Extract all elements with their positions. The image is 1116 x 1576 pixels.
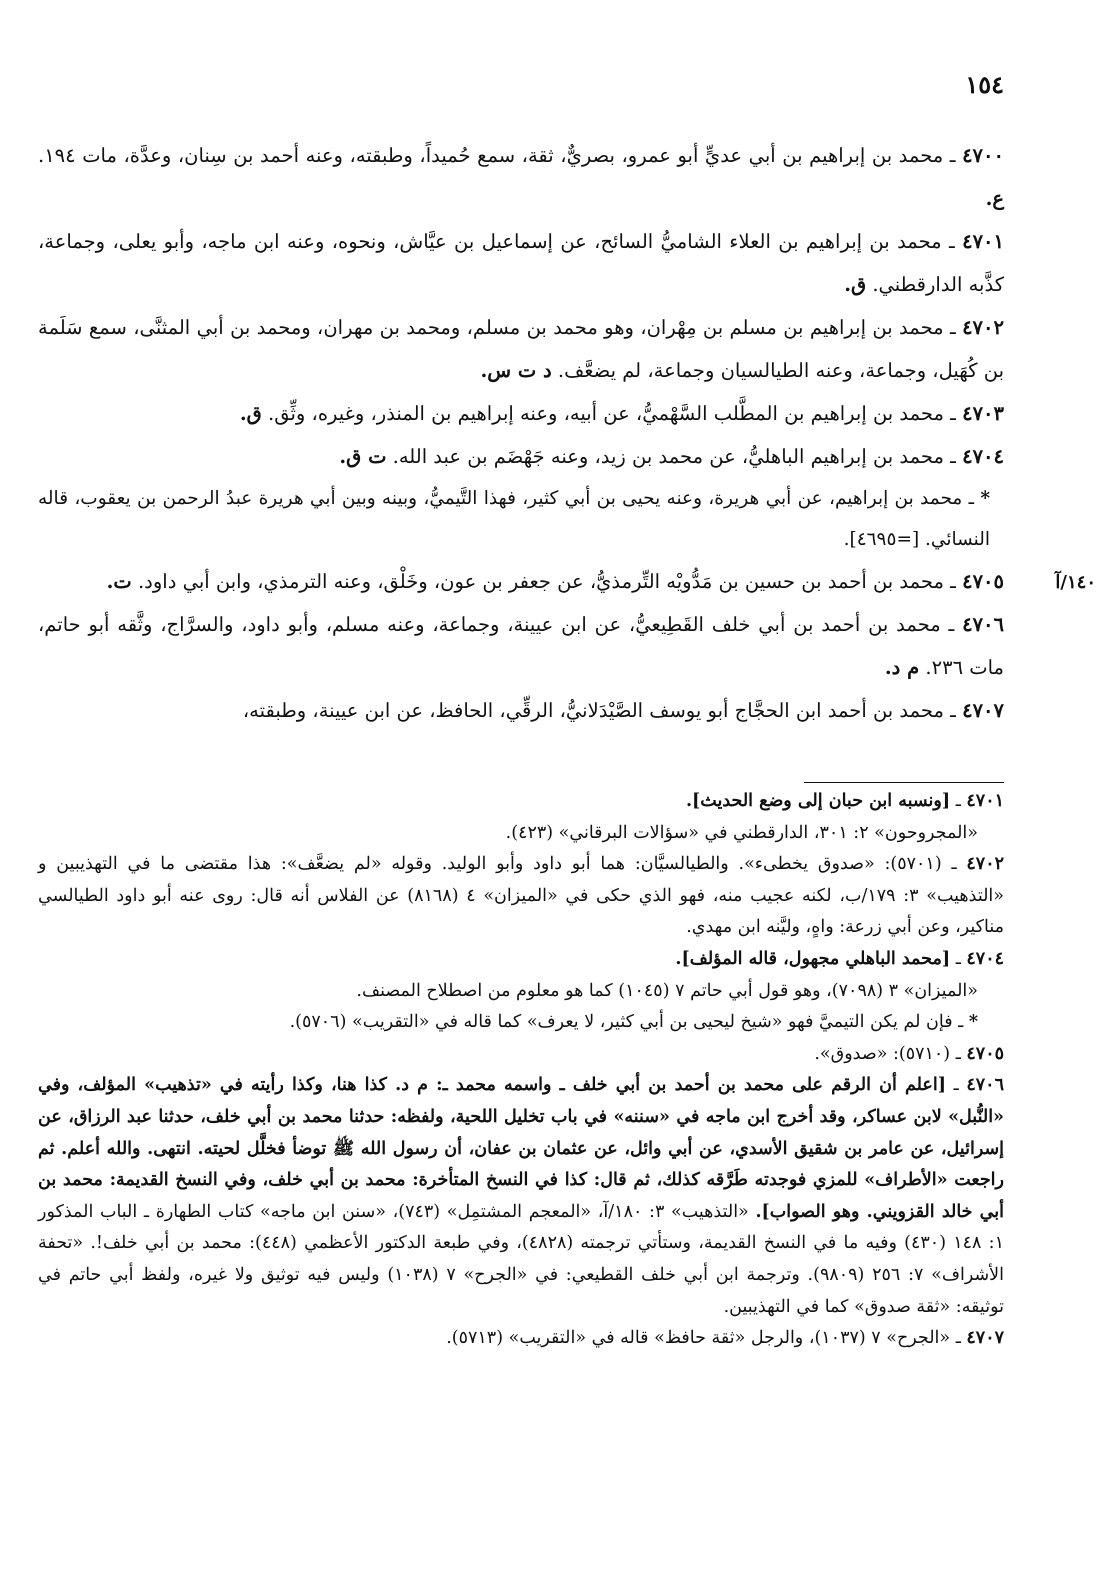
note-bold-text: [اعلم أن الرقم على محمد بن أحمد بن أبي خلف ـ واسمه محمد ـ: م د. كذا هنا، وكذا رأيته في «تذهيب» المؤلف، وفي «النُّبل» لابن عساكر، وقد أخرج ابن ماجه في «سننه» في باب تخليل اللحية، ولفظه: حدثنا محمد بن أبي خلف، حدثنا عبد الرزاق، عن إسرائيل، عن عامر بن شقيق الأسدي، عن أبي وائل، عن عثمان بن عفان، أن رسول الله ﷺ توضأ فخلَّل لحيته. انتهى. والله أعلم. ثم راجعت «الأطراف» للمزي فوجدته طَرَّقه كذلك، ثم قال: كذا في النسخ المتأخرة: محمد بن أبي خلف، وفي النسخ القديمة: محمد بن أبي خالد القزويني. وهو الصواب]. <box>38 1075 1004 1222</box>
note-4702: ٤٧٠٢ ـ (٥٧٠١): «صدوق يخطىء». والطيالسيَّان: هما أبو داود وأبو الوليد. وقوله «لم يضعَّف»: هذا مقتضى ما في التهذيبين و «التذهيب» ٣: ١٧٩/ب، لكنه عجيب منه، فهو الذي حكى في «الميزان» ٤ (٨١٦٨) عن الفلاس أنه قال: روى عنه أبو داود الطيالسي مناكير، وعن أبي زرعة: واهٍ، وليَّنه ابن مهدي. <box>38 854 1005 938</box>
entry-text: محمد بن أحمد بن حسين بن مَدُّويْه التِّرمذيُّ، عن جعفر بن عون، وخَلْق، وعنه الترمذي، وابن أبي داود. <box>137 570 944 593</box>
main-text <box>38 134 1004 732</box>
entry-symbols: م د. <box>884 656 920 679</box>
entry-4706: ٤٧٠٦ ـ محمد بن أحمد بن أبي خلف القَطِيعيُّ، عن ابن عيينة، وجماعة، وعنه مسلم، وأبو داود، والسرَّاج، وثَّقه أبو حاتم، مات ٢٣٦. م د. <box>38 613 1004 679</box>
entry-4702: ٤٧٠٢ ـ محمد بن إبراهيم بن مسلم بن مِهْران، وهو محمد بن مسلم، ومحمد بن مهران، ومحمد بن أبي المثنَّى، سمع سَلَمة بن كُهَيل، وجماعة، وعنه الطيالسيان وجماعة، لم يضعَّف. د ت س. <box>38 316 1004 382</box>
entry-symbols: ق. <box>844 273 867 296</box>
entry-symbols: ت ق. <box>339 445 387 468</box>
note-number: ٤٧٠١ <box>966 791 1004 811</box>
note-4706: ٤٧٠٦ ـ [اعلم أن الرقم على محمد بن أحمد بن أبي خلف ـ واسمه محمد ـ: م د. كذا هنا، وكذا رأيته في «تذهيب» المؤلف، وفي «النُّبل» لابن عساكر، وقد أخرج ابن ماجه في «سننه» في باب تخليل اللحية، ولفظه: حدثنا محمد بن أبي خلف، حدثنا عبد الرزاق، عن إسرائيل، عن عامر بن شقيق الأسدي، عن أبي وائل، عن عثمان بن عفان، أن رسول الله ﷺ توضأ فخلَّل لحيته. انتهى. والله أعلم. ثم راجعت «الأطراف» للمزي فوجدته طَرَّقه كذلك، ثم قال: كذا في النسخ المتأخرة: محمد بن أبي خلف، وفي النسخ القديمة: محمد بن أبي خالد القزويني. وهو الصواب]. «التذهيب» ٣: ١٨٠/آ، «المعجم المشتمِل» (٧٤٣)، «سنن ابن ماجه» كتاب الطهارة ـ الباب المذكور ١: ١٤٨ (٤٣٠) وفيه ما في النسخ القديمة، وستأتي ترجمته (٤٨٢٨)، وفي طبعة الدكتور الأعظمي (٤٤٨): محمد بن أبي خلف!. «تحفة الأشراف» ٧: ٢٥٦ (٩٨٠٩). وترجمة ابن أبي خلف القطيعي: في «الجرح» ٧ (١٠٣٨) وليس فيه توثيق ولا غيره، ولفظ أبي حاتم في توثيقه: «ثقة صدوق» كما في التهذيبين. <box>38 1075 1005 1317</box>
entry-symbols: ت. <box>106 570 132 593</box>
manuscript-folio-marker: ١٤٠/آ <box>1055 572 1096 593</box>
note-text: «الجرح» ٧ (١٠٣٧)، والرجل «ثقة حافظ» قاله في «التقريب» (٥٧١٣). <box>446 1328 951 1349</box>
entry-number: ٤٧٠٣ <box>962 402 1004 425</box>
entry-4705: ٤٧٠٥ ـ محمد بن أحمد بن حسين بن مَدُّويْه التِّرمذيُّ، عن جعفر بن عون، وخَلْق، وعنه الترمذي، وابن أبي داود. ت. <box>106 570 1004 593</box>
asterisk-marker: * <box>980 488 990 509</box>
entry-starred: * ـ محمد بن إبراهيم، عن أبي هريرة، وعنه يحيى بن أبي كثير، فهذا التَّيميُّ، وبينه وبين أبي هريرة عبدُ الرحمن بن يعقوب، قاله النسائي. [=٤٦٩٥]. <box>38 488 990 550</box>
note-4704: ٤٧٠٤ ـ [محمد الباهلي مجهول، قاله المؤلف]. «الميزان» ٣ (٧٠٩٨)، وهو قول أبي حاتم ٧ (١٠٤٥) كما هو معلوم من اصطلاح المصنف. <box>38 944 1004 1007</box>
entry-number: ٤٧٠٧ <box>962 699 1004 722</box>
note-4705: ٤٧٠٥ ـ (٥٧١٠): «صدوق». <box>814 1043 1004 1064</box>
note-bold-text: [محمد الباهلي مجهول، قاله المؤلف]. <box>675 948 951 969</box>
note-number: ٤٧٠٤ <box>966 948 1004 969</box>
entry-text: محمد بن إبراهيم بن المطَّلب السَّهْميُّ، عن أبيه، وعنه إبراهيم بن المنذر، وغيره، وثِّق. <box>268 402 944 425</box>
note-text: «الميزان» ٣ (٧٠٩٨)، وهو قول أبي حاتم ٧ (١٠٤٥) كما هو معلوم من اصطلاح المصنف. <box>356 980 978 1001</box>
entry-symbols: ع. <box>985 187 1004 210</box>
page-number: ١٥٤ <box>965 70 1004 99</box>
entry-text: محمد بن أحمد ابن الحجَّاج أبو يوسف الصَّيْدَلانيُّ، الرقِّي، الحافظ، عن ابن عيينة، وطبقته، <box>242 699 944 722</box>
note-number: ٤٧٠٥ <box>966 1043 1004 1064</box>
entry-number: ٤٧٠٥ <box>962 570 1004 593</box>
entry-symbols: ق. <box>239 402 262 425</box>
note-bold-text: [ونسبه ابن حبان إلى وضع الحديث]. <box>685 791 951 811</box>
note-number: ٤٧٠٧ <box>966 1328 1004 1349</box>
footnote-separator <box>804 782 1004 783</box>
note-text: «المجروحون» ٢: ٣٠١، الدارقطني في «سؤالات البرقاني» (٤٢٣). <box>505 822 978 843</box>
note-starred: * ـ فإن لم يكن التيميَّ فهو «شيخ ليحيى بن أبي كثير، لا يعرف» كما قاله في «التقريب» (٥٧٠٦). <box>289 1012 978 1033</box>
entry-4700: ٤٧٠٠ ـ محمد بن إبراهيم بن أبي عديٍّ أبو عمرو، بصريٌّ، ثقة، سمع حُميداً، وطبقته، وعنه أحمد بن سِنان، وعدَّة، مات ١٩٤. ع. <box>38 144 1004 210</box>
entry-4707: ٤٧٠٧ ـ محمد بن أحمد ابن الحجَّاج أبو يوسف الصَّيْدَلانيُّ، الرقِّي، الحافظ، عن ابن عيينة، وطبقته، <box>242 699 1004 722</box>
entry-number: ٤٧٠١ <box>962 230 1004 253</box>
note-number: ٤٧٠٦ <box>966 1075 1004 1096</box>
entry-text: محمد بن إبراهيم بن مسلم بن مِهْران، وهو محمد بن مسلم، ومحمد بن مهران، ومحمد بن أبي المثنَّى، سمع سَلَمة بن كُهَيل، وجماعة، وعنه الطيالسيان وجماعة، لم يضعَّف. <box>38 316 1004 382</box>
entry-text: محمد بن إبراهيم، عن أبي هريرة، وعنه يحيى بن أبي كثير، فهذا التَّيميُّ، وبينه وبين أبي هريرة عبدُ الرحمن بن يعقوب، قاله النسائي. [=٤٦٩٥]. <box>38 488 990 550</box>
entry-text: محمد بن أحمد بن أبي خلف القَطِيعيُّ، عن ابن عيينة، وجماعة، وعنه مسلم، وأبو داود، والسرَّاج، وثَّقه أبو حاتم، مات ٢٣٦. <box>38 613 1004 679</box>
asterisk-marker: * <box>968 1012 978 1033</box>
note-4707: ٤٧٠٧ ـ «الجرح» ٧ (١٠٣٧)، والرجل «ثقة حافظ» قاله في «التقريب» (٥٧١٣). <box>446 1328 1004 1349</box>
entry-number: ٤٧٠٦ <box>962 613 1004 636</box>
note-text: فإن لم يكن التيميَّ فهو «شيخ ليحيى بن أبي كثير، لا يعرف» كما قاله في «التقريب» (٥٧٠٦). <box>289 1012 953 1033</box>
entry-text: محمد بن إبراهيم الباهليُّ، عن محمد بن زيد، وعنه جَهْضَم بن عبد الله. <box>392 445 944 468</box>
entry-symbols: د ت س. <box>480 359 552 382</box>
note-text: (٥٧١٠): «صدوق». <box>814 1043 951 1064</box>
entry-4701: ٤٧٠١ ـ محمد بن إبراهيم بن العلاء الشاميُّ السائح، عن إسماعيل بن عيَّاش، ونحوه، وعنه ابن ماجه، وأبو يعلى، وجماعة، كذَّبه الدارقطني. ق. <box>38 230 1004 296</box>
entry-number: ٤٧٠٢ <box>962 316 1004 339</box>
entry-number: ٤٧٠٠ <box>962 144 1004 167</box>
note-text: «التذهيب» ٣: ١٨٠/آ، «المعجم المشتمِل» (٧٤٣)، «سنن ابن ماجه» كتاب الطهارة ـ الباب المذكور ١: ١٤٨ (٤٣٠) وفيه ما في النسخ القديمة، وستأتي ترجمته (٤٨٢٨)، وفي طبعة الدكتور الأعظمي (٤٤٨): محمد بن أبي خلف!. «تحفة الأشراف» ٧: ٢٥٦ (٩٨٠٩). وترجمة ابن أبي خلف القطيعي: في «الجرح» ٧ (١٠٣٨) وليس فيه توثيق ولا غيره، ولفظ أبي حاتم في توثيقه: «ثقة صدوق» كما في التهذيبين. <box>38 1201 1005 1317</box>
entry-text: محمد بن إبراهيم بن العلاء الشاميُّ السائح، عن إسماعيل بن عيَّاش، ونحوه، وعنه ابن ماجه، وأبو يعلى، وجماعة، كذَّبه الدارقطني. <box>38 230 1004 296</box>
note-text: (٥٧٠١): «صدوق يخطىء». والطيالسيَّان: هما أبو داود وأبو الوليد. وقوله «لم يضعَّف»: هذا مقتضى ما في التهذيبين و «التذهيب» ٣: ١٧٩/ب، لكنه عجيب منه، فهو الذي حكى في «الميزان» ٤ (٨١٦٨) عن الفلاس أنه قال: روى عنه أبو داود الطيالسي مناكير، وعن أبي زرعة: واهٍ، وليَّنه ابن مهدي. <box>38 854 1005 938</box>
entry-4704: ٤٧٠٤ ـ محمد بن إبراهيم الباهليُّ، عن محمد بن زيد، وعنه جَهْضَم بن عبد الله. ت ق. <box>339 445 1004 468</box>
note-number: ٤٧٠٢ <box>966 854 1004 875</box>
entry-4703: ٤٧٠٣ ـ محمد بن إبراهيم بن المطَّلب السَّهْميُّ، عن أبيه، وعنه إبراهيم بن المنذر، وغيره، وثِّق. ق. <box>239 402 1004 425</box>
note-4701: ٤٧٠١ ـ [ونسبه ابن حبان إلى وضع الحديث]. «المجروحون» ٢: ٣٠١، الدارقطني في «سؤالات البرقاني» (٤٢٣). <box>38 786 1004 849</box>
entry-text: محمد بن إبراهيم بن أبي عديٍّ أبو عمرو، بصريٌّ، ثقة، سمع حُميداً، وطبقته، وعنه أحمد بن سِنان، وعدَّة، مات ١٩٤. <box>38 144 944 167</box>
entry-number: ٤٧٠٤ <box>962 445 1004 468</box>
footnotes <box>38 786 1004 1355</box>
